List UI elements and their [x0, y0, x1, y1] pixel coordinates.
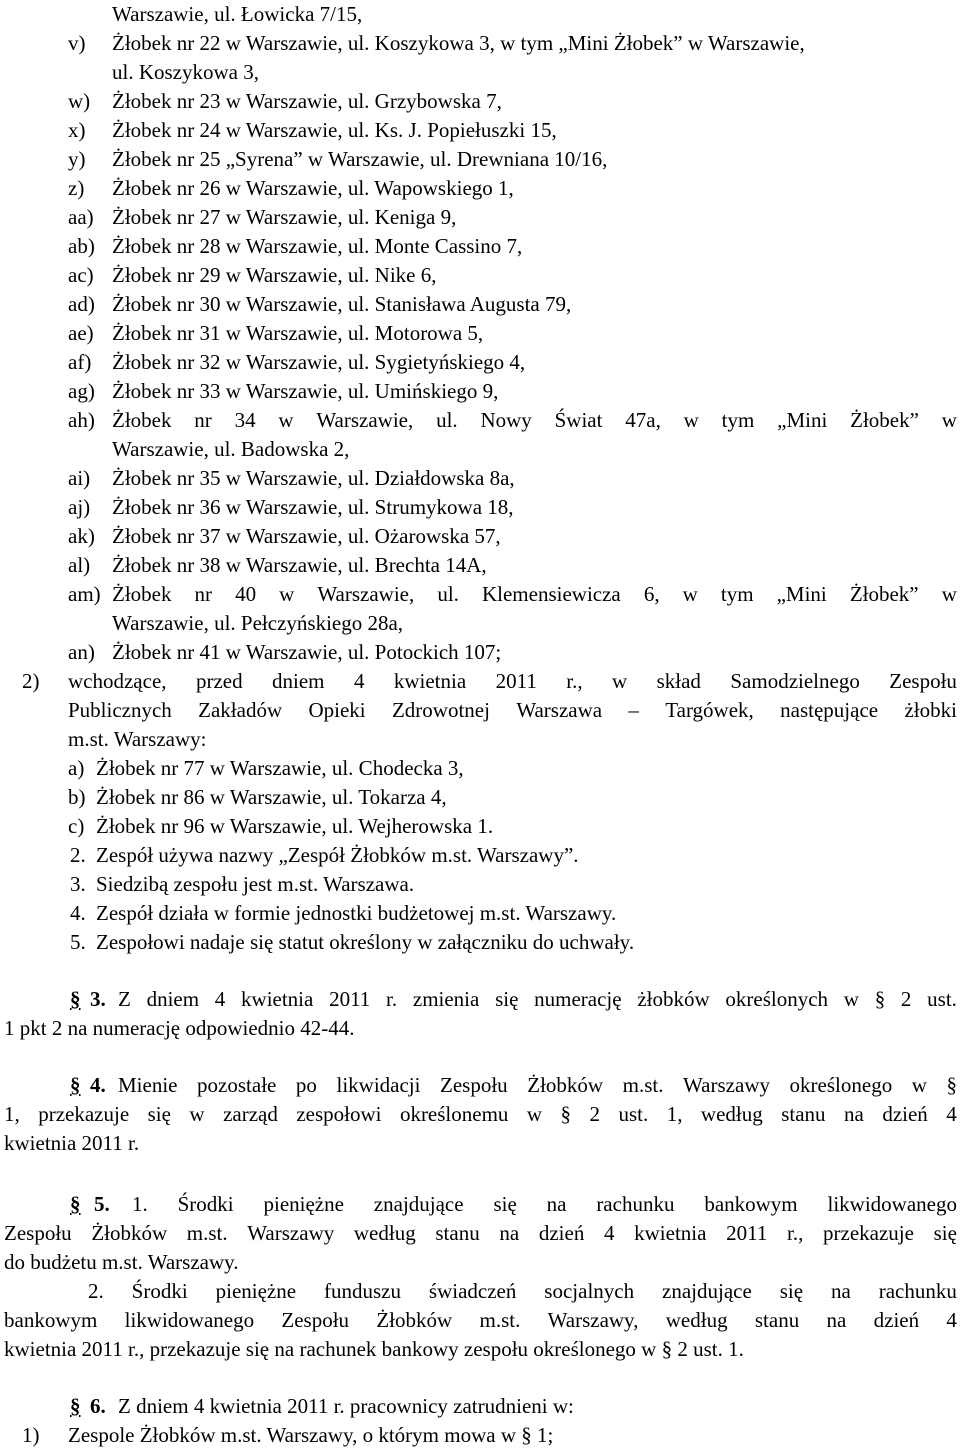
word: Warszawy	[683, 1073, 770, 1097]
word: dzień	[882, 1102, 928, 1126]
list-item-continuation	[0, 609, 960, 638]
list-item-text: Żłobek nr 24 w Warszawie, ul. Ks. J. Popiełuszki 15,	[112, 118, 557, 142]
list-item	[0, 406, 960, 435]
list-item	[0, 812, 960, 841]
numbered-item	[0, 841, 960, 870]
word: zmienia	[412, 987, 480, 1011]
word: Zespołu	[4, 1221, 72, 1245]
numbered-item-number: 2.	[70, 843, 86, 867]
word: w	[911, 1073, 927, 1097]
word: §	[560, 1102, 572, 1126]
point-text	[68, 696, 957, 725]
list-item	[0, 319, 960, 348]
word: według	[665, 1308, 728, 1332]
word: Żłobków	[376, 1308, 453, 1332]
word: Świat	[554, 408, 603, 432]
section-number: 3.	[90, 987, 106, 1011]
section-number: 4.	[90, 1073, 106, 1097]
list-item-text: Żłobek nr 96 w Warszawie, ul. Wejherowska 1.	[96, 814, 494, 838]
word: się	[779, 1279, 804, 1303]
word: ul.	[437, 582, 459, 606]
point-2-line	[0, 725, 960, 754]
word: funduszu	[323, 1279, 401, 1303]
word: pieniężne	[263, 1192, 344, 1216]
numbered-item-text: Siedzibą zespołu jest m.st. Warszawa.	[96, 872, 415, 896]
word: znajdujące	[662, 1279, 752, 1303]
word: Żłobek”	[849, 582, 919, 606]
list-item-continuation	[0, 58, 960, 87]
list-item-label: 1)	[22, 1423, 40, 1447]
word: Samodzielnego	[730, 669, 860, 693]
list-item-label: ae)	[68, 321, 94, 345]
paragraph-5-line	[0, 1219, 960, 1248]
word: bankowym	[4, 1308, 98, 1332]
word: w	[278, 408, 294, 432]
list-item	[0, 174, 960, 203]
list-item-text: Żłobek nr 22 w Warszawie, ul. Koszykowa 3, w tym „Mini Żłobek” w Warszawie,	[112, 31, 805, 55]
word: Z	[118, 987, 131, 1011]
word: Zakładów	[198, 698, 283, 722]
list-item-text: Żłobek nr 33 w Warszawie, ul. Umińskiego 9,	[112, 379, 499, 403]
word: w	[941, 408, 957, 432]
list-item-text: Żłobek nr 77 w Warszawie, ul. Chodecka 3,	[96, 756, 464, 780]
list-item	[0, 290, 960, 319]
paragraph-4-line	[0, 1129, 960, 1158]
list-item-text: Żłobek nr 38 w Warszawie, ul. Brechta 14A,	[112, 553, 487, 577]
section-number: 6.	[90, 1394, 106, 1418]
word: określonemu	[399, 1102, 509, 1126]
section-sign: §	[70, 1073, 81, 1097]
word: się	[495, 987, 519, 1011]
point-2	[0, 667, 960, 696]
word: na	[844, 1102, 864, 1126]
list-item-label: ak)	[68, 524, 95, 548]
word: kwietnia	[241, 987, 314, 1011]
word: Zespołu	[889, 669, 957, 693]
word: Warszawy	[247, 1221, 335, 1245]
list-item-text	[112, 580, 957, 609]
list-item-text: Żłobek nr 86 w Warszawie, ul. Tokarza 4,	[96, 785, 447, 809]
word: w	[612, 669, 628, 693]
word: 4	[946, 1102, 957, 1126]
word: likwidowanego	[827, 1192, 957, 1216]
paragraph-text	[118, 985, 957, 1014]
word: ust.	[927, 987, 957, 1011]
paragraph-5	[0, 1190, 960, 1219]
list-item-label: aa)	[68, 205, 94, 229]
word: ul.	[436, 408, 458, 432]
list-item-text: Żłobek nr 25 „Syrena” w Warszawie, ul. Drewniana 10/16,	[112, 147, 608, 171]
word: §	[874, 987, 886, 1011]
list-item-text: Zespole Żłobków m.st. Warszawy, o którym mowa w § 1;	[68, 1423, 554, 1447]
word: określonego	[789, 1073, 893, 1097]
list-item-text: Żłobek nr 35 w Warszawie, ul. Działdowska 8a,	[112, 466, 515, 490]
word: według	[700, 1102, 763, 1126]
point-2-line	[0, 696, 960, 725]
word: „Mini	[776, 582, 827, 606]
list-item-label: ag)	[68, 379, 95, 403]
paragraph-text	[88, 1277, 957, 1306]
paragraph-5-line	[0, 1248, 960, 1277]
word: 1.	[132, 1192, 148, 1216]
list-item-text: ul. Koszykowa 3,	[112, 60, 259, 84]
word: 2011	[726, 1221, 768, 1245]
word: r.	[386, 987, 398, 1011]
paragraph-4-line	[0, 1100, 960, 1129]
list-item-label: ai)	[68, 466, 91, 490]
list-item	[0, 348, 960, 377]
word: w	[682, 582, 698, 606]
list-item	[0, 232, 960, 261]
list-item-text: Żłobek nr 26 w Warszawie, ul. Wapowskiego 1,	[112, 176, 514, 200]
word: zarząd	[223, 1102, 278, 1126]
word: świadczeń	[428, 1279, 517, 1303]
section-sign: §	[70, 1192, 81, 1216]
word: Opieki	[308, 698, 366, 722]
word: na	[499, 1221, 520, 1245]
word: r.,	[787, 1221, 804, 1245]
word: 2	[900, 987, 912, 1011]
word: przed	[195, 669, 243, 693]
paragraph-text: kwietnia 2011 r., przekazuje się na rachunek bankowy zespołu określonego w § 2 ust. 1.	[4, 1337, 744, 1361]
list-item	[0, 116, 960, 145]
word: 4	[214, 987, 226, 1011]
word: w	[941, 582, 957, 606]
word: socjalnych	[544, 1279, 635, 1303]
paragraph-3	[0, 985, 960, 1014]
list-item-text: Żłobek nr 28 w Warszawie, ul. Monte Cassino 7,	[112, 234, 523, 258]
word: „Mini	[777, 408, 828, 432]
list-item-label: ad)	[68, 292, 95, 316]
word: żłobków	[637, 987, 710, 1011]
list-item-label: c)	[68, 814, 85, 838]
word: dniem	[146, 987, 200, 1011]
word: się	[147, 1102, 171, 1126]
list-item-label: w)	[68, 89, 91, 113]
list-item-label: z)	[68, 176, 85, 200]
word: Publicznych	[68, 698, 172, 722]
word: 4	[946, 1308, 957, 1332]
word: rachunku	[596, 1192, 675, 1216]
list-item-text: Żłobek nr 37 w Warszawie, ul. Ożarowska 57,	[112, 524, 501, 548]
point-text: m.st. Warszawy:	[68, 727, 207, 751]
section-sign: §	[70, 987, 81, 1011]
word: kwietnia	[634, 1221, 707, 1245]
list-item-label: ac)	[68, 263, 94, 287]
paragraph-5-line	[0, 1335, 960, 1364]
list-item-label: aj)	[68, 495, 91, 519]
word: nr	[194, 582, 213, 606]
paragraph-5-line	[0, 1306, 960, 1335]
paragraph-6	[0, 1392, 960, 1421]
word: –	[628, 698, 639, 722]
word: się	[933, 1221, 957, 1245]
list-item-text: Żłobek nr 23 w Warszawie, ul. Grzybowska 7,	[112, 89, 502, 113]
word: wchodzące,	[68, 669, 167, 693]
numbered-item-number: 5.	[70, 930, 86, 954]
word: skład	[656, 669, 701, 693]
list-item-text: Warszawie, ul. Badowska 2,	[112, 437, 350, 461]
word: 47a,	[625, 408, 661, 432]
paragraph-text	[118, 1071, 957, 1100]
paragraph-text: kwietnia 2011 r.	[4, 1131, 140, 1155]
word: po	[295, 1073, 317, 1097]
word: dzień	[873, 1308, 920, 1332]
paragraph-4	[0, 1071, 960, 1100]
list-item	[0, 145, 960, 174]
word: zespołowi	[296, 1102, 382, 1126]
list-item	[0, 464, 960, 493]
word: kwietnia	[393, 669, 467, 693]
word: 1,	[4, 1102, 20, 1126]
word: Środki	[131, 1279, 188, 1303]
numbered-item-text: Zespół działa w formie jednostki budżetowej m.st. Warszawy.	[96, 901, 617, 925]
word: 2	[589, 1102, 600, 1126]
list-item-text: Żłobek nr 36 w Warszawie, ul. Strumykowa 18,	[112, 495, 514, 519]
list-item-text: Żłobek nr 29 w Warszawie, ul. Nike 6,	[112, 263, 437, 287]
word: stanu	[754, 1308, 800, 1332]
paragraph-text	[132, 1190, 957, 1219]
list-item-text: Warszawie, ul. Łowicka 7/15,	[112, 2, 363, 26]
word: Warszawa	[516, 698, 603, 722]
word: stanu	[781, 1102, 826, 1126]
paragraph-text: do budżetu m.st. Warszawy.	[4, 1250, 239, 1274]
list-item	[0, 522, 960, 551]
list-item-text	[112, 406, 957, 435]
word: na	[546, 1192, 567, 1216]
word: likwidacji	[336, 1073, 421, 1097]
list-item	[0, 87, 960, 116]
word: Zespołu	[440, 1073, 508, 1097]
list-item-label: an)	[68, 640, 95, 664]
word: Klemensiewicza	[481, 582, 621, 606]
list-item-text: Żłobek nr 30 w Warszawie, ul. Stanisława Augusta 79,	[112, 292, 572, 316]
list-item	[0, 377, 960, 406]
word: likwidowanego	[124, 1308, 255, 1332]
word: 1,	[666, 1102, 683, 1126]
word: w	[843, 987, 859, 1011]
list-item	[0, 580, 960, 609]
word: ust.	[618, 1102, 649, 1126]
word: na	[826, 1308, 847, 1332]
word: na	[830, 1279, 851, 1303]
paragraph-text	[4, 1306, 957, 1335]
word: Żłobków	[91, 1221, 168, 1245]
numbered-item	[0, 870, 960, 899]
list-item-label: al)	[68, 553, 91, 577]
word: w	[189, 1102, 205, 1126]
word: Warszawie,	[316, 408, 414, 432]
word: dniem	[272, 669, 325, 693]
word: Warszawie,	[317, 582, 415, 606]
list-item	[0, 261, 960, 290]
word: Zespołu	[281, 1308, 350, 1332]
word: Warszawy,	[547, 1308, 639, 1332]
word: tym	[721, 408, 755, 432]
word: 34	[234, 408, 256, 432]
word: określonych	[725, 987, 829, 1011]
paragraph-text	[4, 1100, 957, 1129]
word: 4	[603, 1221, 615, 1245]
word: m.st.	[622, 1073, 664, 1097]
word: 2.	[88, 1279, 104, 1303]
word: 6,	[643, 582, 660, 606]
word: m.st.	[479, 1308, 521, 1332]
list-item-label: y)	[68, 147, 86, 171]
numbered-item-number: 3.	[70, 872, 86, 896]
word: dzień	[538, 1221, 585, 1245]
word: 40	[235, 582, 257, 606]
numbered-item	[0, 928, 960, 957]
numbered-item-number: 4.	[70, 901, 86, 925]
list-item	[0, 29, 960, 58]
word: §	[946, 1073, 957, 1097]
word: nr	[194, 408, 212, 432]
numbered-item-text: Zespół używa nazwy „Zespół Żłobków m.st. Warszawy”.	[96, 843, 579, 867]
list-item-label: ab)	[68, 234, 95, 258]
list-item	[0, 493, 960, 522]
word: stanu	[435, 1221, 480, 1245]
list-item	[0, 638, 960, 667]
section-number: 5.	[94, 1192, 110, 1216]
word: Nowy	[480, 408, 532, 432]
list-item-text: Żłobek nr 41 w Warszawie, ul. Potockich 107;	[112, 640, 502, 664]
word: rachunku	[878, 1279, 957, 1303]
numbered-item	[0, 899, 960, 928]
list-item-label: ah)	[68, 408, 95, 432]
paragraph-3-line	[0, 1014, 960, 1043]
list-item-label: x)	[68, 118, 86, 142]
list-item-label: v)	[68, 31, 86, 55]
word: Mienie	[118, 1073, 178, 1097]
list-item-text: Żłobek nr 32 w Warszawie, ul. Sygietyńskiego 4,	[112, 350, 526, 374]
word: przekazuje	[38, 1102, 130, 1126]
word: żłobki	[904, 698, 957, 722]
word: m.st.	[186, 1221, 228, 1245]
section-sign: §	[70, 1394, 81, 1418]
list-continuation	[0, 0, 960, 29]
word: numerację	[534, 987, 622, 1011]
list-item-label: a)	[68, 756, 85, 780]
list-item-label: af)	[68, 350, 92, 374]
point-text	[68, 667, 957, 696]
list-item	[0, 754, 960, 783]
list-item	[0, 1421, 960, 1450]
word: bankowym	[704, 1192, 798, 1216]
list-item	[0, 551, 960, 580]
word: w	[279, 582, 295, 606]
word: przekazuje	[823, 1221, 914, 1245]
list-item	[0, 783, 960, 812]
word: pozostałe	[197, 1073, 277, 1097]
paragraph-text: 1 pkt 2 na numerację odpowiednio 42-44.	[4, 1016, 355, 1040]
word: się	[493, 1192, 517, 1216]
word: pieniężne	[215, 1279, 297, 1303]
paragraph-5-line	[0, 1277, 960, 1306]
paragraph-text: Z dniem 4 kwietnia 2011 r. pracownicy zatrudnieni w:	[118, 1394, 574, 1418]
word: znajdujące	[373, 1192, 464, 1216]
word: Żłobek	[112, 582, 172, 606]
numbered-item-text: Zespołowi nadaje się statut określony w załączniku do uchwały.	[96, 930, 635, 954]
word: następujące	[780, 698, 879, 722]
word: według	[353, 1221, 416, 1245]
word: Żłobków	[527, 1073, 604, 1097]
list-item-label: b)	[68, 785, 86, 809]
list-item-text: Żłobek nr 31 w Warszawie, ul. Motorowa 5,	[112, 321, 484, 345]
list-item-text: Żłobek nr 27 w Warszawie, ul. Keniga 9,	[112, 205, 457, 229]
word: Środki	[177, 1192, 234, 1216]
list-item-text: Warszawie, ul. Pełczyńskiego 28a,	[112, 611, 404, 635]
word: Zdrowotnej	[391, 698, 490, 722]
word: w	[526, 1102, 543, 1126]
list-item-label: am)	[68, 582, 101, 606]
point-label: 2)	[22, 669, 40, 693]
word: 2011	[495, 669, 537, 693]
word: Żłobek”	[850, 408, 919, 432]
word: w	[683, 408, 699, 432]
word: Żłobek	[112, 408, 172, 432]
word: r.,	[566, 669, 583, 693]
list-item	[0, 203, 960, 232]
word: 4	[353, 669, 365, 693]
word: tym	[720, 582, 754, 606]
paragraph-text	[4, 1219, 957, 1248]
word: 2011	[329, 987, 371, 1011]
list-item-continuation	[0, 435, 960, 464]
word: Targówek,	[665, 698, 754, 722]
